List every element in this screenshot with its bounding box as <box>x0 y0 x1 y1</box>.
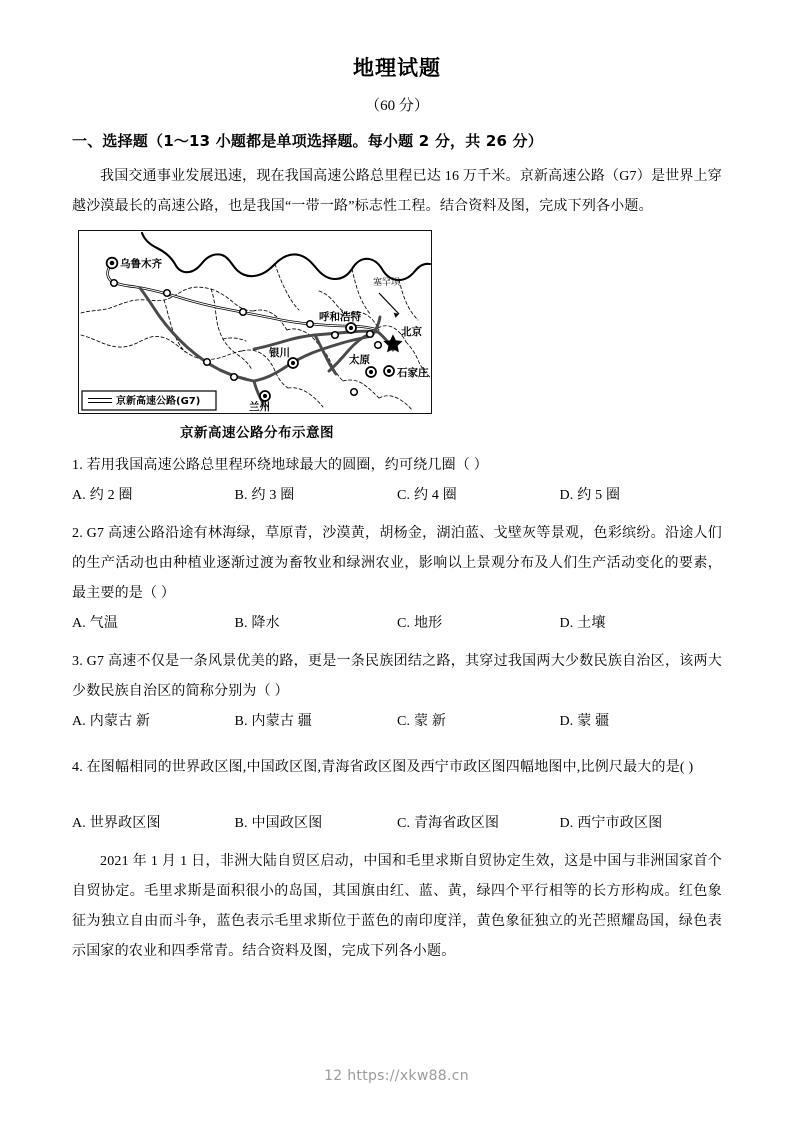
question-2-options <box>72 609 722 639</box>
map-label-beijing: 北京 <box>401 326 422 339</box>
passage-2: 2021 年 1 月 1 日，非洲大陆自贸区启动，中国和毛里求斯自贸协定生效，这是中国与非洲国家首个自贸协定。毛里求斯是面积很小的岛国，其国旗由红、蓝、黄，绿四个平行相等的长方形构成。红色象征为独立自由而斗争，蓝色表示毛里求斯位于蓝色的南印度洋，黄色象征独立的光芒照耀岛国，绿色表示国家的农业和四季常青。结合资料及图，完成下列各小题。 <box>72 854 722 960</box>
map-label-hohhot: 呼和浩特 <box>319 311 361 324</box>
city-marker-urumqi <box>107 258 118 269</box>
page-subtitle: （60 分） <box>365 98 429 115</box>
question-2-option-d[interactable]: D. 土壤 <box>559 616 606 632</box>
question-2-option-b[interactable]: B. 降水 <box>234 616 280 632</box>
question-2-option-c[interactable]: C. 地形 <box>397 616 443 632</box>
question-4-stem: 4. 在图幅相同的世界政区图,中国政区图,青海省政区图及西宁市政区图四幅地图中,比例尺最大的是( ) <box>72 760 694 776</box>
question-1-stem: 1. 若用我国高速公路总里程环绕地球最大的圆圈，约可绕几圈（ ） <box>72 458 488 474</box>
map-frame <box>78 230 432 414</box>
city-marker-hohhot <box>346 323 356 333</box>
map-label-lanzhou: 兰州 <box>249 401 270 414</box>
question-1-option-d[interactable]: D. 约 5 圈 <box>559 488 621 504</box>
question-2-option-a[interactable]: A. 气温 <box>72 616 119 632</box>
national-border-line <box>142 233 430 280</box>
question-3-option-a[interactable]: A. 内蒙古 新 <box>72 714 151 730</box>
page-title: 地理试题 <box>353 56 441 80</box>
map-label-saihanba: 塞罕坝 <box>373 278 401 289</box>
document-content <box>72 56 722 971</box>
passage-1: 我国交通事业发展迅速，现在我国高速公路总里程已达 16 万千米。京新高速公路（G7）是世界上穿越沙漠最长的高速公路，也是我国“一带一路”标志性工程。结合资料及图，完成下列各小题。 <box>72 169 722 215</box>
question-3-option-b[interactable]: B. 内蒙古 疆 <box>234 714 312 730</box>
question-4-option-c[interactable]: C. 青海省政区图 <box>397 816 500 832</box>
section-heading: 一、选择题（1～13 小题都是单项选择题。每小题 2 分，共 26 分） <box>72 132 543 151</box>
city-marker-lanzhou <box>260 391 270 401</box>
question-3-stem: 3. G7 高速不仅是一条风景优美的路，更是一条民族团结之路，其穿过我国两大少数民族自治区，该两大少数民族自治区的简称分别为（ ） <box>72 654 722 700</box>
question-1-option-c[interactable]: C. 约 4 圈 <box>397 488 457 504</box>
city-marker-shijiazhuang <box>384 366 394 376</box>
question-1-options <box>72 481 722 511</box>
question-2-stem: 2. G7 高速公路沿途有林海绿，草原青，沙漠黄，胡杨金，湖泊蓝、戈壁灰等景观，色彩缤纷。沿途人们的生产活动也由种植业逐渐过渡为畜牧业和绿洲农业，影响以上景观分布及人们生产活动变化的要素，最主要的是（ ） <box>72 526 722 602</box>
city-marker-yinchuan <box>288 358 298 368</box>
question-4-option-a[interactable]: A. 世界政区图 <box>72 816 161 832</box>
page-footer: 12 https://xkw88.cn <box>324 1068 469 1084</box>
question-3-option-c[interactable]: C. 蒙 新 <box>397 714 447 730</box>
question-1-option-a[interactable]: A. 约 2 圈 <box>72 488 133 504</box>
map-label-urumqi: 乌鲁木齐 <box>120 258 162 271</box>
map-label-yinchuan: 银川 <box>269 347 290 360</box>
figure-caption: 京新高速公路分布示意图 <box>180 425 334 442</box>
city-marker-taiyuan <box>366 367 376 377</box>
question-4-option-b[interactable]: B. 中国政区图 <box>234 816 323 832</box>
question-4-option-d[interactable]: D. 西宁市政区图 <box>559 816 663 832</box>
figure-g7-map <box>72 230 722 441</box>
map-label-taiyuan: 太原 <box>349 354 370 367</box>
map-legend <box>82 391 216 410</box>
question-3-option-d[interactable]: D. 蒙 疆 <box>559 714 610 730</box>
map-label-shijiazhuang: 石家庄 <box>397 367 429 380</box>
question-3-options <box>72 707 722 737</box>
question-4-options <box>72 809 722 839</box>
annotation-leader-line <box>379 293 399 318</box>
legend-label-g7: 京新高速公路(G7) <box>116 396 201 408</box>
question-1-option-b[interactable]: B. 约 3 圈 <box>234 488 295 504</box>
